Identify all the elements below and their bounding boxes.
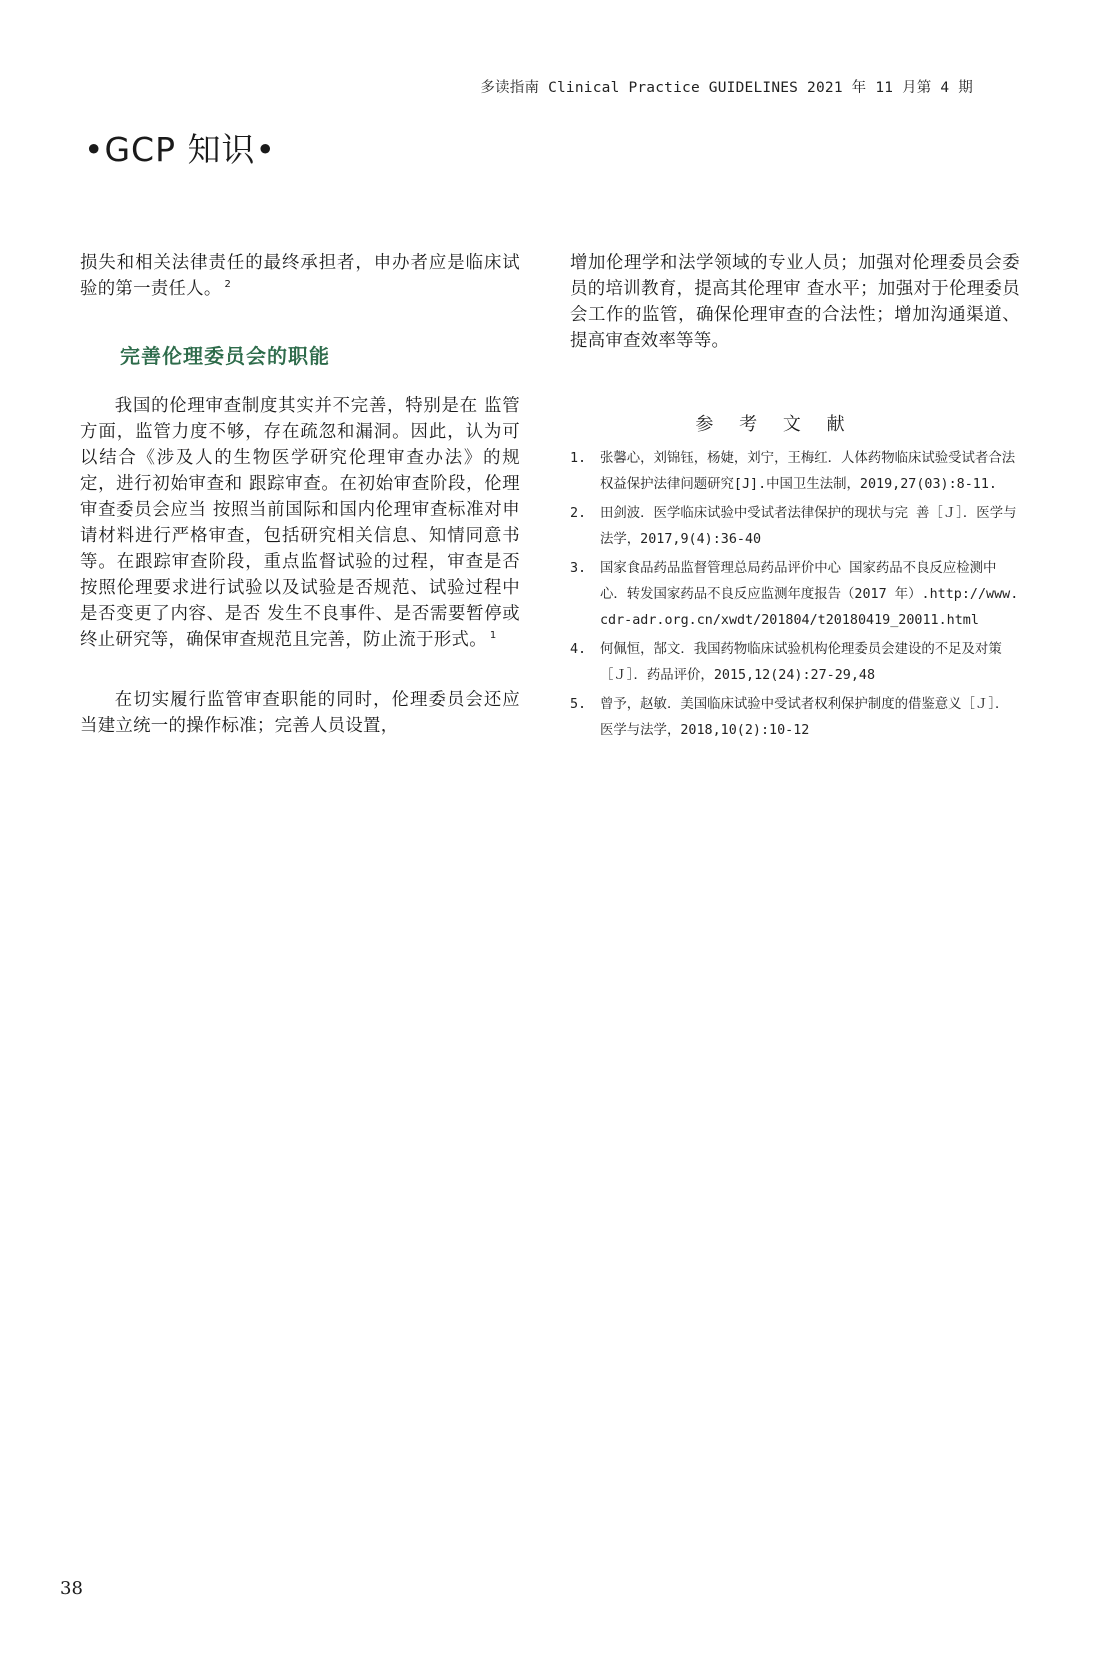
reference-text: 曾予，赵敏．美国临床试验中受试者权利保护制度的借鉴意义［Ｊ］．医学与法学，2018,10(2):10-12 — [600, 697, 1009, 738]
citation-marker[interactable]: 2 — [224, 279, 232, 291]
section-subheading: 完善伦理委员会的职能 — [120, 344, 330, 368]
body-paragraph: 增加伦理学和法学领域的专业人员；加强对伦理委员会委员的培训教育，提高其伦理审 查水平；加强对于伦理委员会工作的监管，确保伦理审查的合法性；增加沟通渠道、提高审查效率等等。 — [570, 253, 1020, 351]
reference-number: 4. — [570, 642, 587, 657]
reference-text: 张馨心，刘锦钰，杨婕，刘宁，王梅红．人体药物临床试验受试者合法权益保护法律问题研究[J].中国卫生法制，2019,27(03):8-11. — [600, 451, 1016, 492]
reference-item — [570, 637, 1020, 689]
body-paragraph — [80, 393, 520, 653]
reference-item — [570, 501, 1020, 553]
running-header: 多读指南 Clinical Practice GUIDELINES 2021 年 11 月第 4 期 — [480, 80, 973, 96]
references-heading: 参 考 文 献 — [695, 414, 855, 435]
reference-list — [570, 446, 1020, 744]
reference-item — [570, 446, 1020, 498]
reference-text[interactable]: 国家食品药品监督管理总局药品评价中心 国家药品不良反应检测中心．转发国家药品不良反应监测年度报告（2017 年）.http://www.cdr-adr.org.cn/xwdt/201804/t20180419_20011.html — [600, 561, 1019, 628]
reference-text: 田剑波．医学临床试验中受试者法律保护的现状与完 善［Ｊ］．医学与法学，2017,9(4):36-40 — [600, 506, 1017, 547]
body-paragraph: 在切实履行监管审查职能的同时，伦理委员会还应当建立统一的操作标准；完善人员设置， — [80, 690, 520, 736]
body-paragraph — [80, 250, 520, 302]
section-title: •GCP 知识• — [84, 130, 276, 169]
reference-item — [570, 556, 1020, 634]
page-number: 38 — [60, 1578, 83, 1599]
left-column — [80, 250, 520, 739]
reference-number: 1. — [570, 451, 587, 466]
reference-item — [570, 692, 1020, 744]
reference-number: 3. — [570, 561, 587, 576]
right-column — [570, 250, 1020, 747]
reference-text: 何佩恒，郜文．我国药物临床试验机构伦理委员会建设的不足及对策［Ｊ］．药品评价，2015,12(24):27-29,48 — [600, 642, 1002, 683]
paragraph-text: 损失和相关法律责任的最终承担者，申办者应是临床试验的第一责任人。 — [80, 253, 520, 299]
reference-number: 5. — [570, 697, 587, 712]
paragraph-text: 我国的伦理审查制度其实并不完善，特别是在 监管方面，监管力度不够，存在疏忽和漏洞。因此，认为可以结合《涉及人的生物医学研究伦理审查办法》的规定，进行初始审查和 跟踪审查。在初始审查阶段，伦理审查委员会应当 按照当前国际和国内伦理审查标准对申请材料进行严格审查，包括研究相关信息、知情同意书等。在跟踪审查阶段，重点监督试验的过程，审查是否按照伦理要求进行试验以及试验是否规范、试验过程中是否变更了内容、是否 发生不良事件、是否需要暂停或终止研究等，确保审查规范且完善，防止流于形式。 — [80, 396, 520, 650]
reference-number: 2. — [570, 506, 587, 521]
citation-marker[interactable]: 1 — [489, 630, 497, 642]
